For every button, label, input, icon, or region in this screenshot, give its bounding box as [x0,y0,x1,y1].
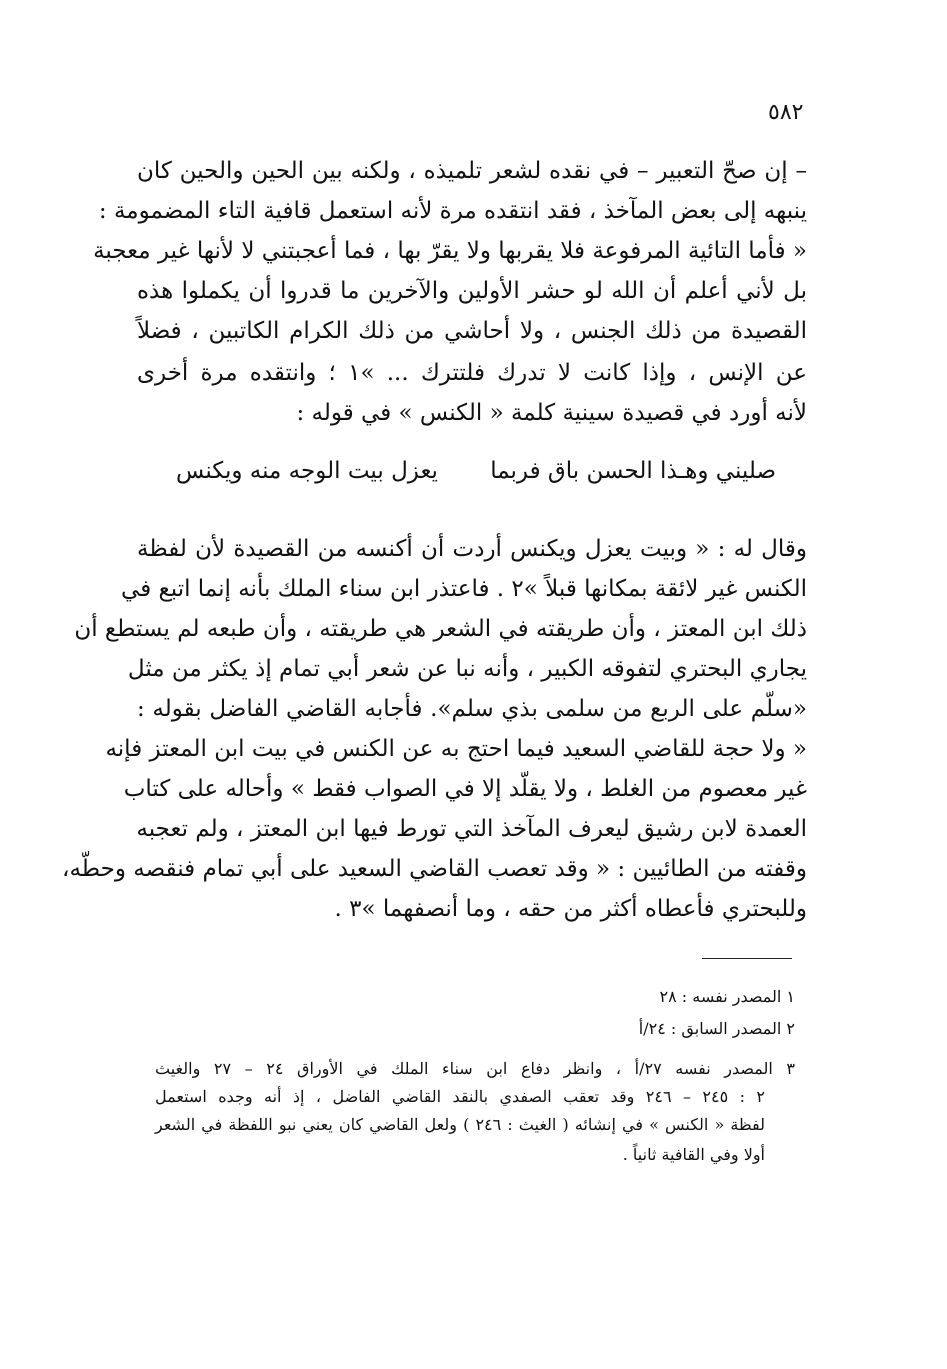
body-line: بل لأني أعلم أن الله لو حشر الأولين والآخرين ما قدروا أن يكملوا هذه [137,278,807,304]
body-line: الكنس غير لائقة بمكانها قبلاً »٢ . فاعتذر ابن سناء الملك بأنه إنما اتبع في [121,576,807,602]
body-line: يجاري البحتري لتفوقه الكبير ، وأنه نبا عن شعر أبي تمام إذ يكثر من مثل [127,656,807,682]
body-line: «سلّم على الربع من سلمى بذي سلم». فأجابه القاضي الفاضل بقوله : [137,696,807,722]
footnote-2: ٢ المصدر السابق : ٢٤/أ [638,1019,795,1038]
footnote-1: ١ المصدر نفسه : ٢٨ [659,987,795,1006]
footnote-3-line: ٣ المصدر نفسه ٢٧/أ ، وانظر دفاع ابن سناء الملك في الأوراق ٢٤ – ٢٧ والغيث [155,1059,796,1078]
body-line: – إن صحّ التعبير – في نقده لشعر تلميذه ، ولكنه بين الحين والحين كان [137,158,807,184]
footnote-3-line: أولا وفي القافية ثانياً . [622,1145,765,1164]
footnote-3-line: لفظة « الكنس » في إنشائه ( الغيث : ٢٤٦ ) ولعل القاضي كان يعني نبو اللفظة في الشعر [155,1115,765,1134]
body-line: « ولا حجة للقاضي السعيد فيما احتج به عن الكنس في بيت ابن المعتز فإنه [105,736,807,762]
body-line: « فأما التائية المرفوعة فلا يقربها ولا يقرّ بها ، فما أعجبتني لا لأنها غير معجبة [93,238,807,264]
body-line: غير معصوم من الغلط ، ولا يقلّد إلا في الصواب فقط » وأحاله على كتاب [123,776,807,802]
body-line: وقفته من الطائيين : « وقد تعصب القاضي السعيد على أبي تمام فنقصه وحطّه، [62,856,807,882]
body-line: القصيدة من ذلك الجنس ، ولا أحاشي من ذلك الكرام الكاتبين ، فضلاً [137,318,807,344]
body-line: وللبحتري فأعطاه أكثر من حقه ، وما أنصفهما »٣ . [334,896,807,922]
page-number: ٥٨٢ [768,100,804,125]
body-line: ينبهه إلى بعض المآخذ ، فقد انتقده مرة لأنه استعمل قافية التاء المضمومة : [98,198,807,224]
body-line: العمدة لابن رشيق ليعرف المآخذ التي تورط فيها ابن المعتز ، ولم تعجبه [136,816,807,842]
body-line: ذلك ابن المعتز ، وأن طريقته في الشعر هي طريقته ، وأن طبعه لم يستطع أن [74,616,807,642]
poetry-verse [176,456,776,486]
body-line: وقال له : « وبيت يعزل ويكنس أردت أن أكنسه من القصيدة لأن لفظة [137,536,807,562]
body-line: لأنه أورد في قصيدة سينية كلمة « الكنس » في قوله : [296,400,807,426]
footnote-separator [702,958,792,959]
verse-first-hemistich: صليني وهـذا الحسن باق فربما [490,458,776,484]
body-line: عن الإنس ، وإذا كانت لا تدرك فلتترك ... »١ ؛ وانتقده مرة أخرى [137,360,807,386]
footnote-3-line: ٢ : ٢٤٥ – ٢٤٦ وقد تعقب الصفدي بالنقد القاضي الفاضل ، إذ أنه وجده استعمل [155,1087,766,1106]
verse-second-hemistich: يعزل بيت الوجه منه ويكنس [176,458,438,484]
